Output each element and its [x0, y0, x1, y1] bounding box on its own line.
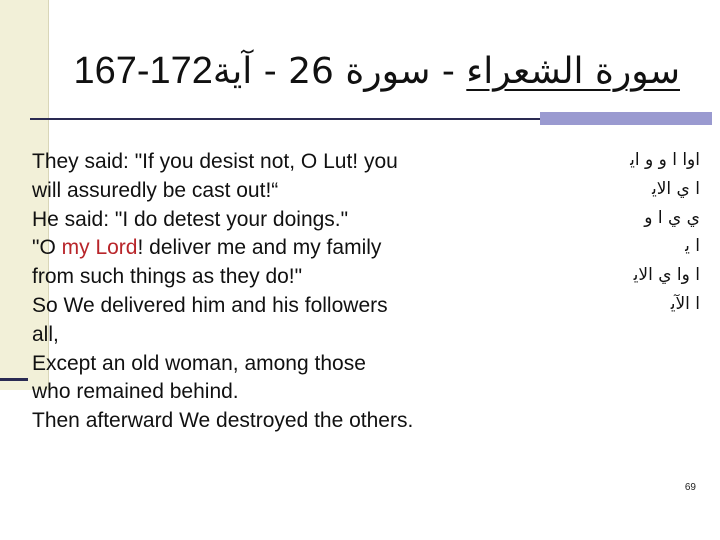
slide-title	[60, 40, 680, 102]
title-separator-1: -	[430, 50, 467, 92]
arabic-line-6: ا اﻵﻳ	[670, 293, 700, 314]
english-line-10: Then afterward We destroyed the others.	[32, 409, 414, 433]
title-accent-block	[540, 112, 712, 125]
arabic-verses	[500, 146, 700, 319]
left-accent-tick	[0, 378, 28, 381]
english-line-3: He said: "I do detest your doings."	[32, 207, 349, 231]
arabic-line-4: ا ﻳ	[685, 236, 700, 257]
title-verse-range: 167-172	[73, 49, 213, 92]
title-surah-name: سورة الشعراء	[466, 50, 680, 92]
title-separator-2: -	[252, 50, 289, 92]
title-arabic	[213, 51, 680, 92]
english-line-5: from such things as they do!"	[32, 265, 303, 289]
english-line-2: will assuredly be cast out!“	[32, 178, 279, 202]
arabic-line-2: ا ي اﻻﻳ	[652, 178, 700, 199]
highlighted-my-lord: my Lord	[61, 236, 138, 260]
arabic-line-5: ا وا ي اﻻﻳ	[633, 265, 700, 286]
english-line-4	[32, 234, 472, 263]
title-surah-number: سورة 26	[288, 50, 431, 92]
title-underline-rule	[30, 118, 540, 120]
arabic-line-1: اوا ا و و اﻳ	[630, 150, 700, 170]
english-line-9: who remained behind.	[32, 380, 239, 404]
english-line-4-end: ! deliver me and my family	[137, 236, 382, 260]
english-line-8: Except an old woman, among those	[32, 351, 366, 375]
page-number: 69	[684, 482, 696, 493]
english-line-7: all,	[32, 322, 59, 346]
arabic-line-3: ي ي ا و	[644, 207, 700, 228]
title-ayah-label: آية	[212, 50, 253, 92]
english-line-1: They said: "If you desist not, O Lut! you	[32, 150, 398, 173]
english-line-4-start: "O	[32, 236, 62, 260]
english-translation	[32, 148, 472, 436]
english-line-6: So We delivered him and his followers	[32, 293, 388, 317]
